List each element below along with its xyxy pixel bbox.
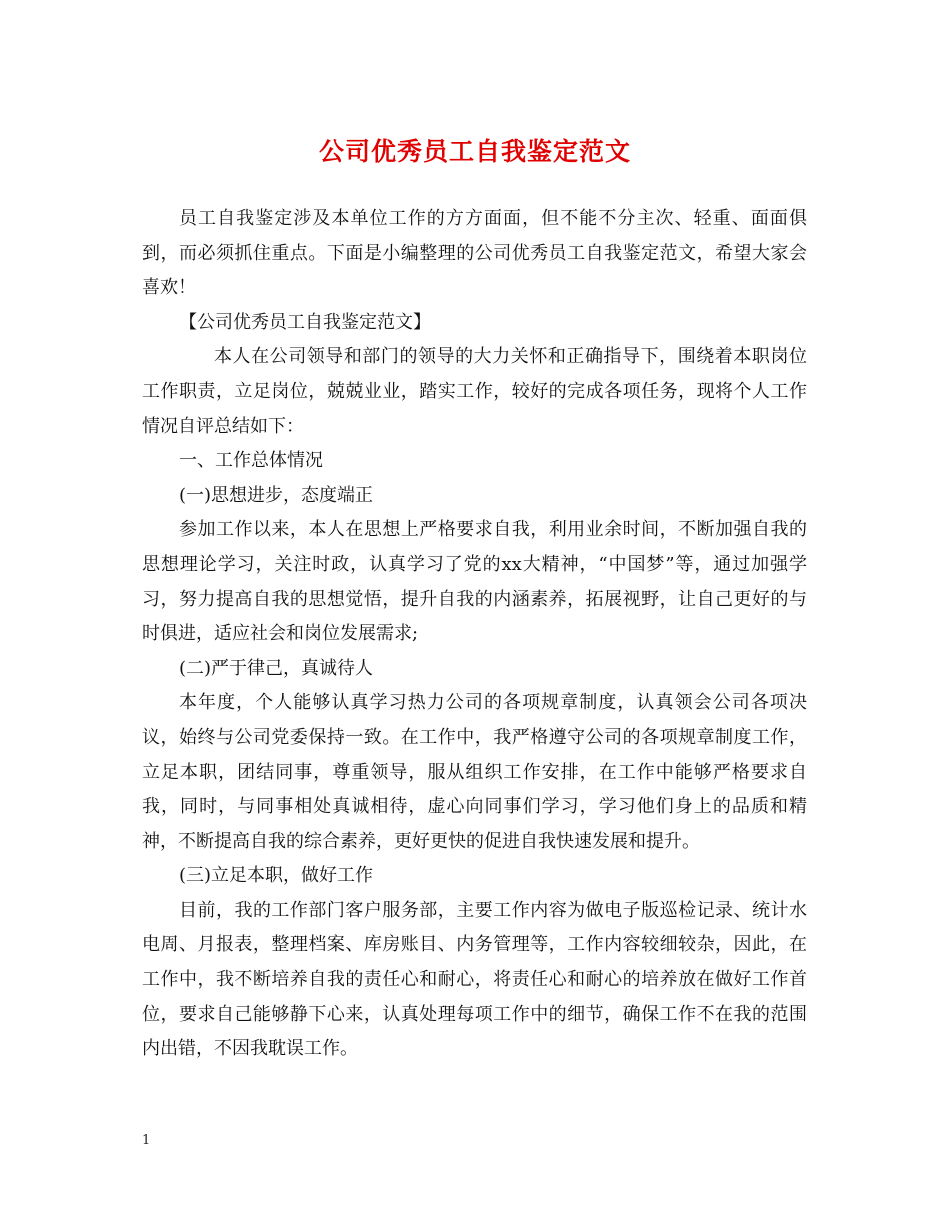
page-number: 1 [142, 1133, 151, 1148]
paragraph-heading-bracket: 【公司优秀员工自我鉴定范文】 [179, 311, 431, 333]
subsection-heading-3: (三)立足本职，做好工作 [179, 865, 374, 887]
subsection-heading-1: (一)思想进步，态度端正 [179, 484, 374, 506]
subsection-heading-2: (二)严于律己，真诚待人 [179, 657, 374, 679]
paragraph-opening: 本人在公司领导和部门的领导的大力关怀和正确指导下，围绕着本职岗位工作职责，立足岗位，兢兢业业，踏实工作，较好的完成各项任务，现将个人工作情况自评总结如下： [142, 346, 807, 437]
paragraph-discipline: 本年度，个人能够认真学习热力公司的各项规章制度，认真领会公司各项决议，始终与公司党委保持一致。在工作中，我严格遵守公司的各项规章制度工作，立足本职，团结同事，尊重领导，服从组织工作安排，在工作中能够严格要求自我，同时，与同事相处真诚相待，虚心向同事们学习，学习他们身上的品质和精神，不断提高自我的综合素养，更好更快的促进自我快速发展和提升。 [142, 692, 807, 852]
paragraph-intro: 员工自我鉴定涉及本单位工作的方方面面，但不能不分主次、轻重、面面俱到，而必须抓住重点。下面是小编整理的公司优秀员工自我鉴定范文，希望大家会喜欢！ [142, 208, 807, 299]
paragraph-thought: 参加工作以来，本人在思想上严格要求自我，利用业余时间，不断加强自我的思想理论学习，关注时政，认真学习了党的xx大精神，“中国梦”等，通过加强学习，努力提高自我的思想觉悟，提升自我的内涵素养，拓展视野，让自己更好的与时俱进，适应社会和岗位发展需求; [142, 519, 807, 645]
page-title: 公司优秀员工自我鉴定范文 [318, 137, 631, 166]
paragraph-work: 目前，我的工作部门客户服务部，主要工作内容为做电子版巡检记录、统计水电周、月报表，整理档案、库房账目、内务管理等，工作内容较细较杂，因此，在工作中，我不断培养自我的责任心和耐心，将责任心和耐心的培养放在做好工作首位，要求自己能够静下心来，认真处理每项工作中的细节，确保工作不在我的范围内出错，不因我耽误工作。 [142, 899, 807, 1060]
document-body [142, 202, 807, 1067]
section-heading-overall: 一、工作总体情况 [179, 450, 323, 472]
